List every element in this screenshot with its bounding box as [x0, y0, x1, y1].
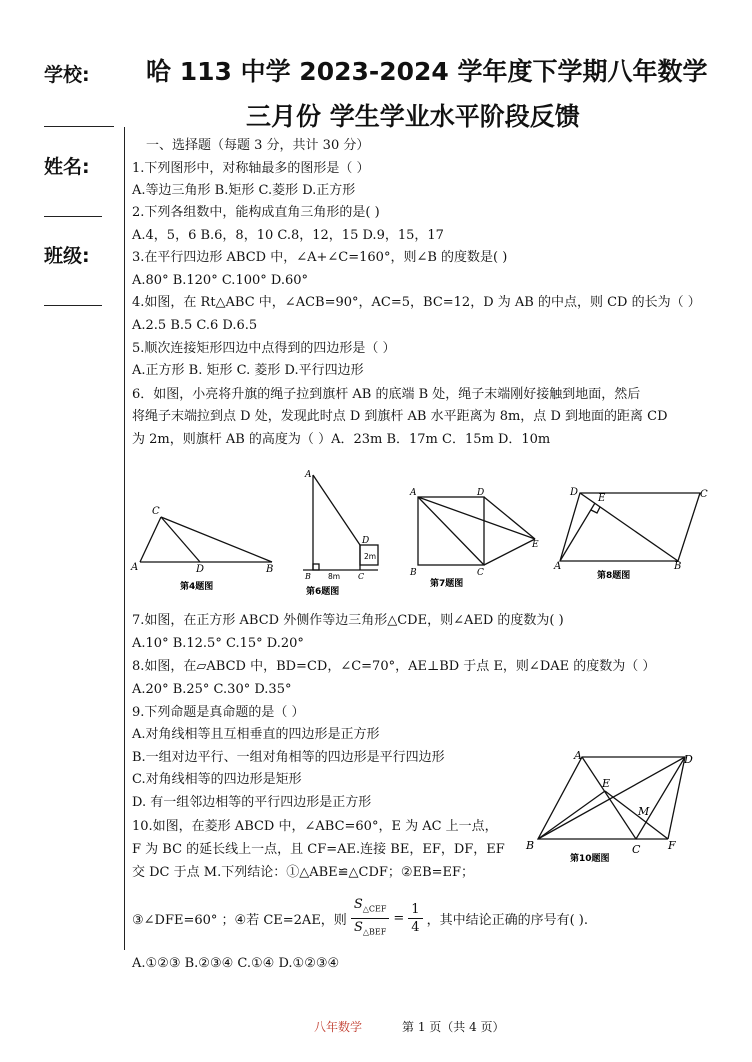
svg-text:C: C — [477, 568, 484, 578]
figure-4-caption: 第4题图 — [180, 582, 214, 592]
page-title: 哈 113 中学 2023-2024 学年度下学期八年数学 — [146, 57, 708, 86]
svg-text:C: C — [358, 572, 365, 581]
option-line: A.10° B.12.5° C.15° D.20° — [132, 636, 304, 651]
figure-6 — [298, 465, 383, 600]
figure-10 — [520, 745, 710, 870]
class-label: 班级: — [44, 245, 90, 267]
question-line: 为 2m，则旗杆 AB 的高度为（ ）A．23m B．17m C．15m D．10m — [132, 432, 551, 447]
section-heading: 一、选择题（每题 3 分，共计 30 分） — [146, 138, 370, 153]
option-line: A.对角线相等且互相垂直的四边形是正方形 — [132, 727, 380, 742]
question-line: 6．如图，小亮将升旗的绳子拉到旗杆 AB 的底端 B 处，绳子末端刚好接触到地面，然后 — [132, 387, 641, 402]
name-label: 姓名: — [44, 156, 90, 178]
svg-text:C: C — [700, 489, 708, 500]
svg-text:A: A — [554, 561, 562, 572]
svg-text:M: M — [638, 805, 650, 818]
question-line: 10.如图，在菱形 ABCD 中，∠ABC=60°，E 为 AC 上一点， — [132, 819, 498, 834]
option-line: D. 有一组邻边相等的平行四边形是正方形 — [132, 795, 372, 810]
question-line: 3.在平行四边形 ABCD 中，∠A+∠C=160°，则∠B 的度数是( ) — [132, 250, 508, 265]
svg-text:B: B — [305, 572, 311, 581]
footer-subject: 八年数学 — [314, 1020, 363, 1034]
figure-4 — [128, 500, 278, 600]
svg-text:E: E — [532, 540, 539, 550]
svg-text:E: E — [598, 493, 606, 504]
class-underline — [44, 305, 102, 306]
option-line: A.①②③ B.②③④ C.①④ D.①②③④ — [132, 956, 340, 971]
svg-text:A: A — [410, 488, 417, 498]
option-line: A.等边三角形 B.矩形 C.菱形 D.正方形 — [132, 183, 356, 198]
figure-6-caption: 第6题图 — [306, 587, 340, 597]
label-c: C — [152, 506, 160, 517]
figure-7 — [405, 485, 545, 595]
svg-text:C: C — [632, 843, 641, 856]
svg-text:D: D — [477, 488, 485, 498]
svg-text:2m: 2m — [364, 552, 377, 561]
svg-text:A: A — [305, 470, 312, 480]
page-subtitle: 三月份 学生学业水平阶段反馈 — [246, 102, 580, 131]
svg-text:B: B — [526, 839, 535, 852]
question-line: 4.如图，在 Rt△ABC 中，∠ACB=90°，AC=5，BC=12，D 为 AB 的中点，则 CD 的长为（ ） — [132, 295, 701, 310]
figure-10-caption: 第10题图 — [570, 854, 610, 864]
svg-text:B: B — [674, 561, 682, 572]
svg-text:D: D — [684, 753, 693, 766]
question-10-conclusions: ③∠DFE=60° ；④若 CE=2AE，则 $S_{\triangle CEF}$ $S_{\triangle BEF}$ = $\frac{1}{4}$ ，其中结论正确的序号有( ). — [132, 897, 588, 937]
binding-line — [124, 127, 125, 950]
school-label: 学校: — [44, 64, 90, 86]
option-line: C.对角线相等的四边形是矩形 — [132, 772, 302, 787]
svg-text:8m: 8m — [328, 572, 341, 581]
figure-8-caption: 第8题图 — [597, 571, 631, 581]
question-line: 1.下列图形中，对称轴最多的图形是（ ） — [132, 161, 370, 176]
question-line: 7.如图，在正方形 ABCD 外侧作等边三角形△CDE，则∠AED 的度数为( ) — [132, 613, 564, 628]
question-line: 9.下列命题是真命题的是（ ） — [132, 705, 305, 720]
option-line: A.2.5 B.5 C.6 D.6.5 — [132, 318, 258, 333]
option-line: A.4，5，6 B.6，8，10 C.8，12，15 D.9，15，17 — [132, 228, 444, 243]
svg-text:D: D — [362, 536, 370, 546]
svg-text:E: E — [602, 777, 611, 790]
question-line: 8.如图，在▱ABCD 中，BD=CD，∠C=70°，AE⊥BD 于点 E，则∠DAE 的度数为（ ） — [132, 659, 656, 674]
question-line: 5.顺次连接矩形四边中点得到的四边形是（ ） — [132, 341, 396, 356]
svg-text:A: A — [574, 749, 582, 762]
figure-8 — [550, 483, 720, 583]
label-a: A — [131, 562, 139, 573]
school-underline — [44, 126, 114, 127]
question-line: 2.下列各组数中，能构成直角三角形的是( ) — [132, 205, 380, 220]
option-line: A.80° B.120° C.100° D.60° — [132, 273, 309, 288]
name-underline — [44, 216, 102, 217]
footer-page-number: 第 1 页（共 4 页） — [402, 1020, 505, 1034]
option-line: B.一组对边平行、一组对角相等的四边形是平行四边形 — [132, 750, 445, 765]
question-line: F 为 BC 的延长线上一点，且 CF=AE.连接 BE，EF，DF，EF — [132, 842, 505, 857]
svg-text:D: D — [570, 487, 579, 498]
question-line: 交 DC 于点 M.下列结论：①△ABE≌△CDF；②EB=EF； — [132, 865, 475, 880]
option-line: A.20° B.25° C.30° D.35° — [132, 682, 292, 697]
label-b: B — [266, 564, 274, 575]
label-d: D — [196, 564, 205, 575]
figure-7-caption: 第7题图 — [430, 579, 464, 589]
svg-text:F: F — [668, 839, 676, 852]
question-line: 将绳子末端拉到点 D 处，发现此时点 D 到旗杆 AB 水平距离为 8m，点 D 到地面的距离 CD — [132, 409, 668, 424]
option-line: A.正方形 B. 矩形 C. 菱形 D.平行四边形 — [132, 363, 364, 378]
svg-text:B: B — [410, 568, 417, 578]
